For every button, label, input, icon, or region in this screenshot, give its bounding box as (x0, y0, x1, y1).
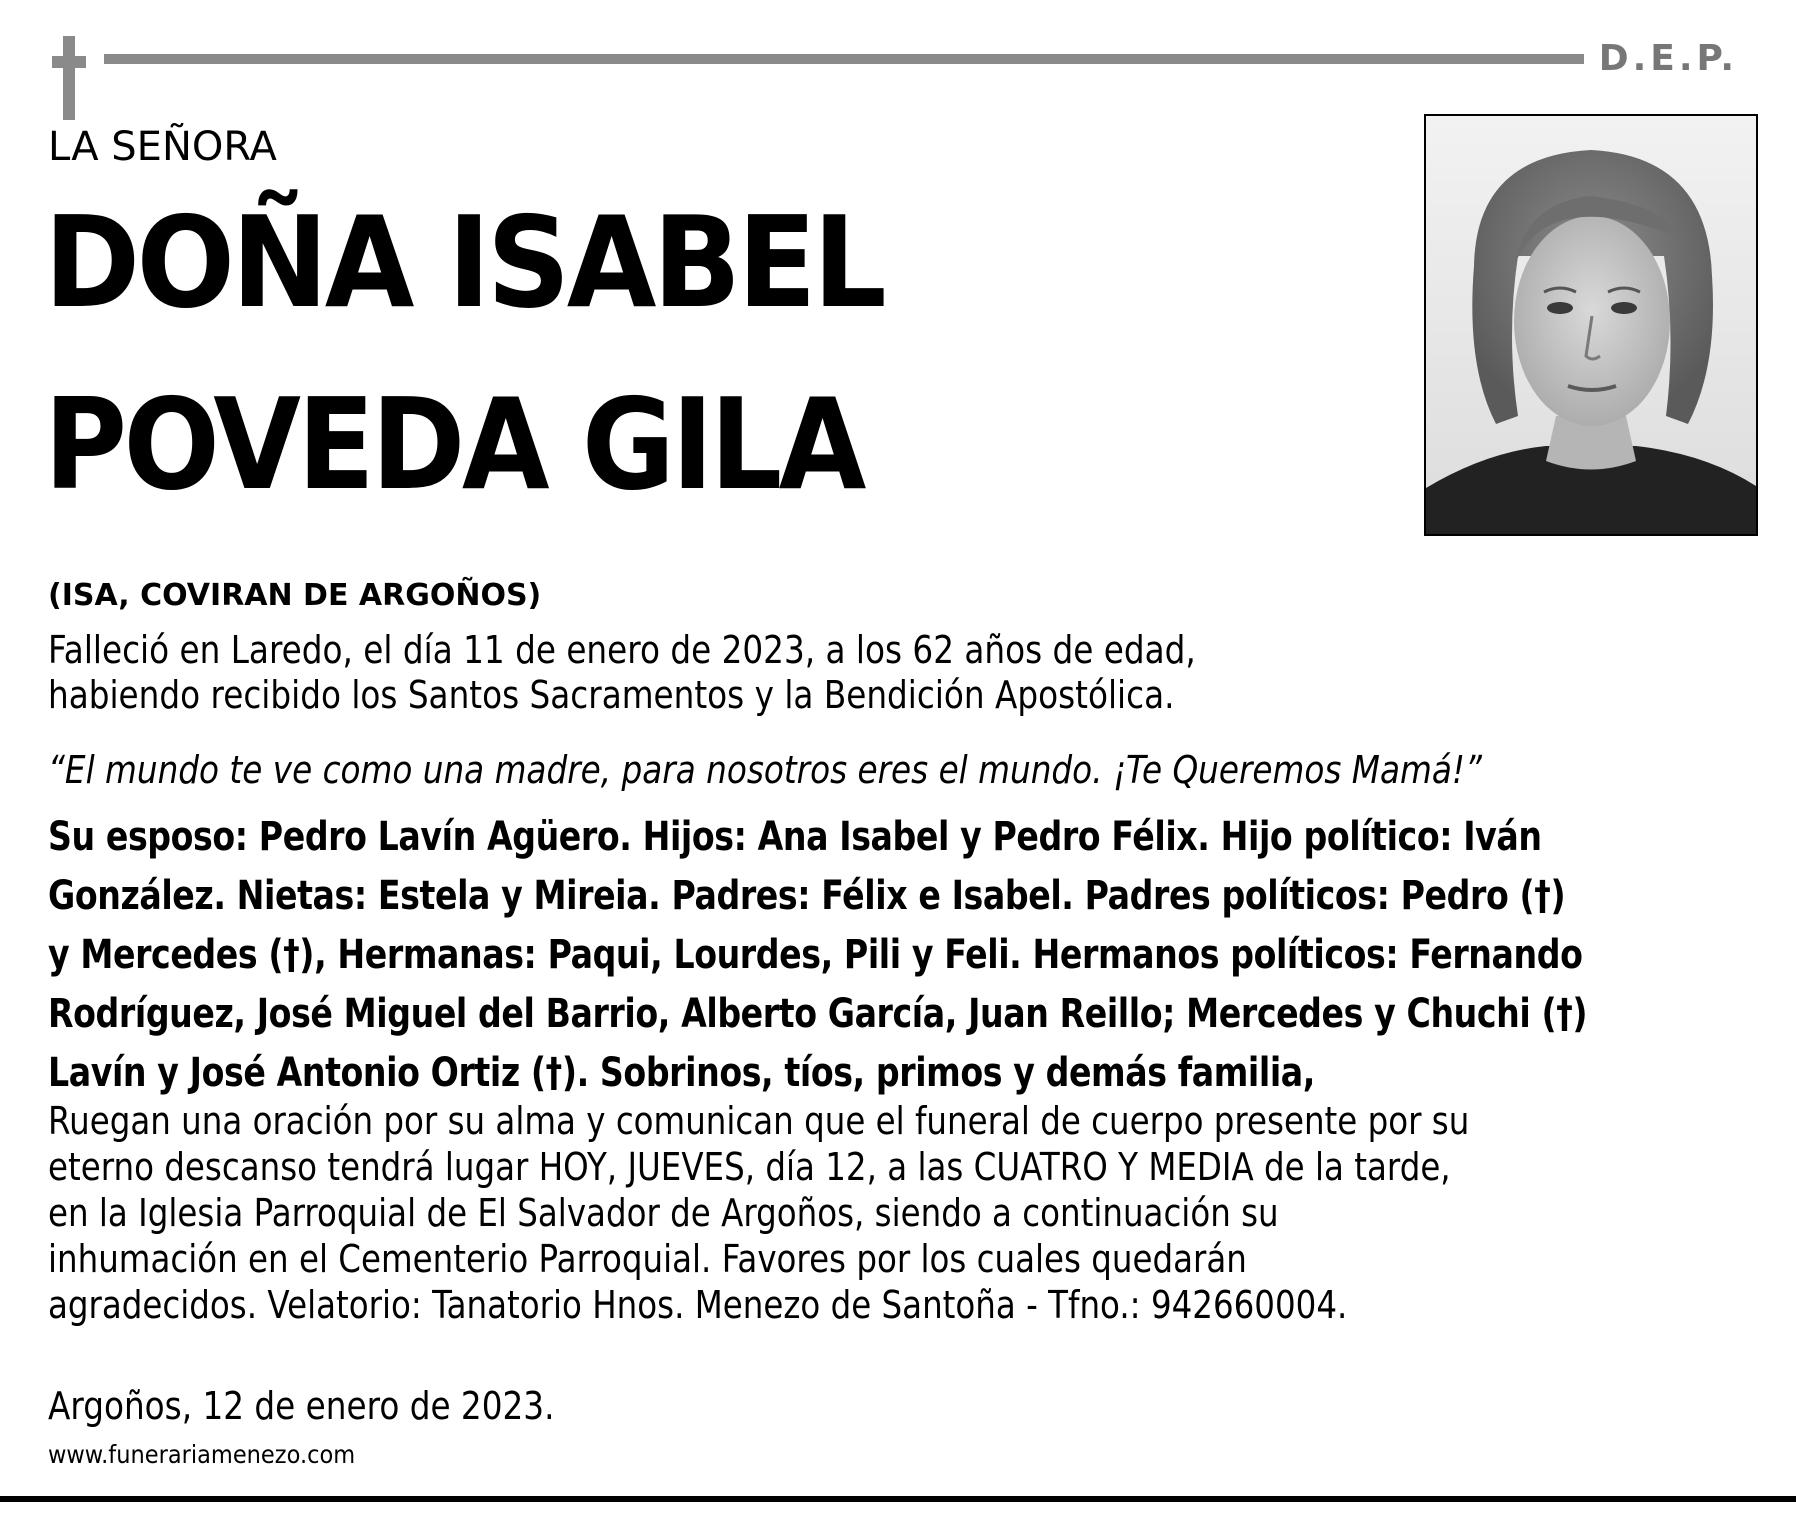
intro-title: LA SEÑORA (48, 124, 277, 170)
family-list (48, 808, 1587, 1103)
funeral-details (48, 1098, 1469, 1328)
funeral-line: eterno descanso tendrá lugar HOY, JUEVES, día 12, a las CUATRO Y MEDIA de la tarde, (48, 1145, 1451, 1189)
deceased-name-line-1: DOÑA ISABEL (44, 189, 884, 336)
death-notice (48, 628, 1196, 718)
website-link[interactable]: www.funerariamenezo.com (48, 1440, 356, 1469)
funeral-line: Ruegan una oración por su alma y comunican que el funeral de cuerpo presente por su (48, 1099, 1470, 1143)
header-rule (104, 54, 1584, 64)
family-line: González. Nietas: Estela y Mireia. Padres: Félix e Isabel. Padres políticos: Pedro (†) (48, 873, 1566, 919)
death-notice-line: Falleció en Laredo, el día 11 de enero de 2023, a los 62 años de edad, (48, 628, 1196, 672)
death-notice-line: habiendo recibido los Santos Sacramentos y la Bendición Apostólica. (48, 673, 1175, 717)
cross-icon (52, 36, 86, 120)
family-line: y Mercedes (†), Hermanas: Paqui, Lourdes, Pili y Feli. Hermanos políticos: Fernando (48, 932, 1583, 978)
nickname: (ISA, COVIRAN DE ARGOÑOS) (48, 578, 542, 613)
place-and-date: Argoños, 12 de enero de 2023. (48, 1384, 555, 1428)
footer-rule (0, 1496, 1796, 1502)
funeral-line: inhumación en el Cementerio Parroquial. Favores por los cuales quedarán (48, 1237, 1247, 1281)
funeral-line: en la Iglesia Parroquial de El Salvador de Argoños, siendo a continuación su (48, 1191, 1279, 1235)
memorial-quote: “El mundo te ve como una madre, para nosotros eres el mundo. ¡Te Queremos Mamá!” (48, 748, 1482, 792)
deceased-name-line-2: POVEDA GILA (44, 371, 863, 518)
dep-label: D.E.P. (1598, 38, 1738, 79)
family-line: Rodríguez, José Miguel del Barrio, Alberto García, Juan Reillo; Mercedes y Chuchi (†) (48, 991, 1588, 1037)
family-line: Su esposo: Pedro Lavín Agüero. Hijos: Ana Isabel y Pedro Félix. Hijo político: Iván (48, 814, 1542, 860)
funeral-line: agradecidos. Velatorio: Tanatorio Hnos. Menezo de Santoña - Tfno.: 942660004. (48, 1283, 1348, 1327)
family-line: Lavín y José Antonio Ortiz (†). Sobrinos, tíos, primos y demás familia, (48, 1050, 1315, 1096)
portrait-photo (1424, 114, 1758, 536)
